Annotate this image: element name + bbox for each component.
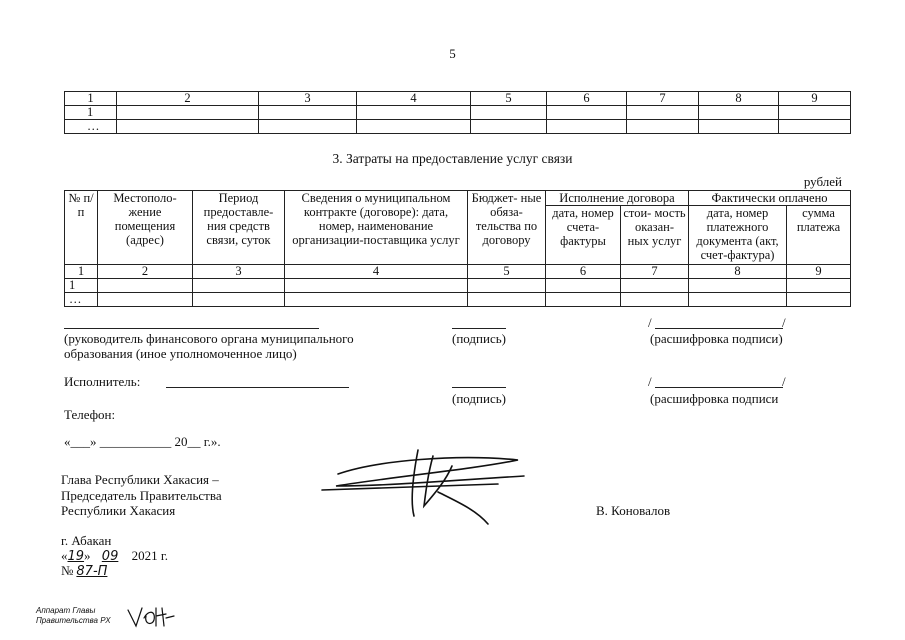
table-cell: … — [65, 120, 117, 134]
header-location: Местополо- жение помещения (адрес) — [98, 191, 193, 265]
table-row — [65, 106, 851, 120]
initials-mark — [126, 604, 176, 630]
table-cell: 2 — [98, 265, 193, 279]
executor-decode-line — [655, 387, 783, 388]
table-cell: 1 — [65, 279, 98, 293]
number-value: 87-П — [76, 564, 108, 579]
head-signature-line — [64, 328, 319, 329]
stamp-line-1: Аппарат Главы — [36, 606, 96, 615]
communication-costs-table — [64, 190, 851, 307]
executor-signature-label: (подпись) — [452, 391, 506, 406]
table-row — [65, 293, 851, 307]
decode-line — [655, 328, 783, 329]
date-year: 2021 г. — [131, 548, 168, 563]
date-block — [61, 548, 168, 564]
slash: / — [782, 315, 786, 330]
header-sum: сумма платежа — [787, 206, 851, 265]
table-row — [65, 279, 851, 293]
table-cell: 6 — [547, 92, 627, 106]
signature-line — [452, 328, 506, 329]
header-contract: Сведения о муниципальном контракте (договоре): дата, номер, наименование организации-поставщика услуг — [285, 191, 468, 265]
handwritten-signature — [318, 446, 548, 526]
date-prefix: « — [61, 548, 68, 563]
table-header-row — [65, 92, 851, 106]
phone-label: Телефон: — [64, 407, 116, 422]
table-cell: 1 — [65, 92, 117, 106]
header-budget: Бюджет- ные обяза- тельства по договору — [468, 191, 546, 265]
header-paid: Фактически оплачено — [689, 191, 851, 206]
executor-decode-label: (расшифровка подписи — [650, 391, 779, 406]
table-cell: 7 — [621, 265, 689, 279]
head-label: (руководитель финансового органа муниципального образования (иное уполномоченное лицо) — [64, 331, 354, 361]
signature-label: (подпись) — [452, 331, 506, 346]
table-cell: 9 — [787, 265, 851, 279]
page-number: 5 — [449, 46, 456, 61]
date-mid: » — [84, 548, 91, 563]
table-cell: 3 — [259, 92, 357, 106]
table-cell: 1 — [65, 106, 117, 120]
slash: / — [648, 315, 652, 330]
table-cell: 4 — [285, 265, 468, 279]
number-prefix: № — [61, 563, 74, 578]
date-month: 09 — [101, 549, 119, 564]
executor-label: Исполнитель: — [64, 374, 141, 389]
slash: / — [782, 374, 786, 389]
stamp — [36, 606, 111, 626]
header-num: № п/п — [65, 191, 98, 265]
date-day: 19 — [67, 549, 85, 564]
stamp-line-2: Правительства РХ — [36, 616, 111, 625]
table-cell: 9 — [779, 92, 851, 106]
table-cell: 7 — [627, 92, 699, 106]
position-line-3: Республики Хакасия — [61, 503, 176, 518]
table-cell: 8 — [689, 265, 787, 279]
table-cell: 2 — [117, 92, 259, 106]
executor-line — [166, 387, 349, 388]
executor-signature-line — [452, 387, 506, 388]
column-number-row — [65, 265, 851, 279]
table-cell: … — [65, 293, 98, 307]
number-block — [61, 563, 107, 579]
table-cell: 5 — [468, 265, 546, 279]
header-period: Период предоставле- ния средств связи, суток — [193, 191, 285, 265]
currency-label: рублей — [803, 174, 842, 189]
position-line-1: Глава Республики Хакасия – — [61, 472, 219, 487]
header-cost: стои- мость оказан- ных услуг — [621, 206, 689, 265]
date-line: «___» ___________ 20__ г.». — [64, 434, 221, 449]
slash: / — [648, 374, 652, 389]
header-paydoc: дата, номер платежного документа (акт, счет-фактура) — [689, 206, 787, 265]
header-execution: Исполнение договора — [546, 191, 689, 206]
table-header-row — [65, 191, 851, 206]
table-row — [65, 120, 851, 134]
table-cell: 5 — [471, 92, 547, 106]
table-cell: 1 — [65, 265, 98, 279]
decode-label: (расшифровка подписи) — [650, 331, 783, 346]
table-cell: 3 — [193, 265, 285, 279]
table-cell: 8 — [699, 92, 779, 106]
section-title: 3. Затраты на предоставление услуг связи — [332, 151, 573, 166]
continuation-table — [64, 91, 851, 134]
table-cell: 6 — [546, 265, 621, 279]
header-invoice: дата, номер счета- фактуры — [546, 206, 621, 265]
signer-name: В. Коновалов — [596, 503, 671, 518]
table-cell: 4 — [357, 92, 471, 106]
position-line-2: Председатель Правительства — [61, 488, 222, 503]
city: г. Абакан — [61, 533, 112, 548]
